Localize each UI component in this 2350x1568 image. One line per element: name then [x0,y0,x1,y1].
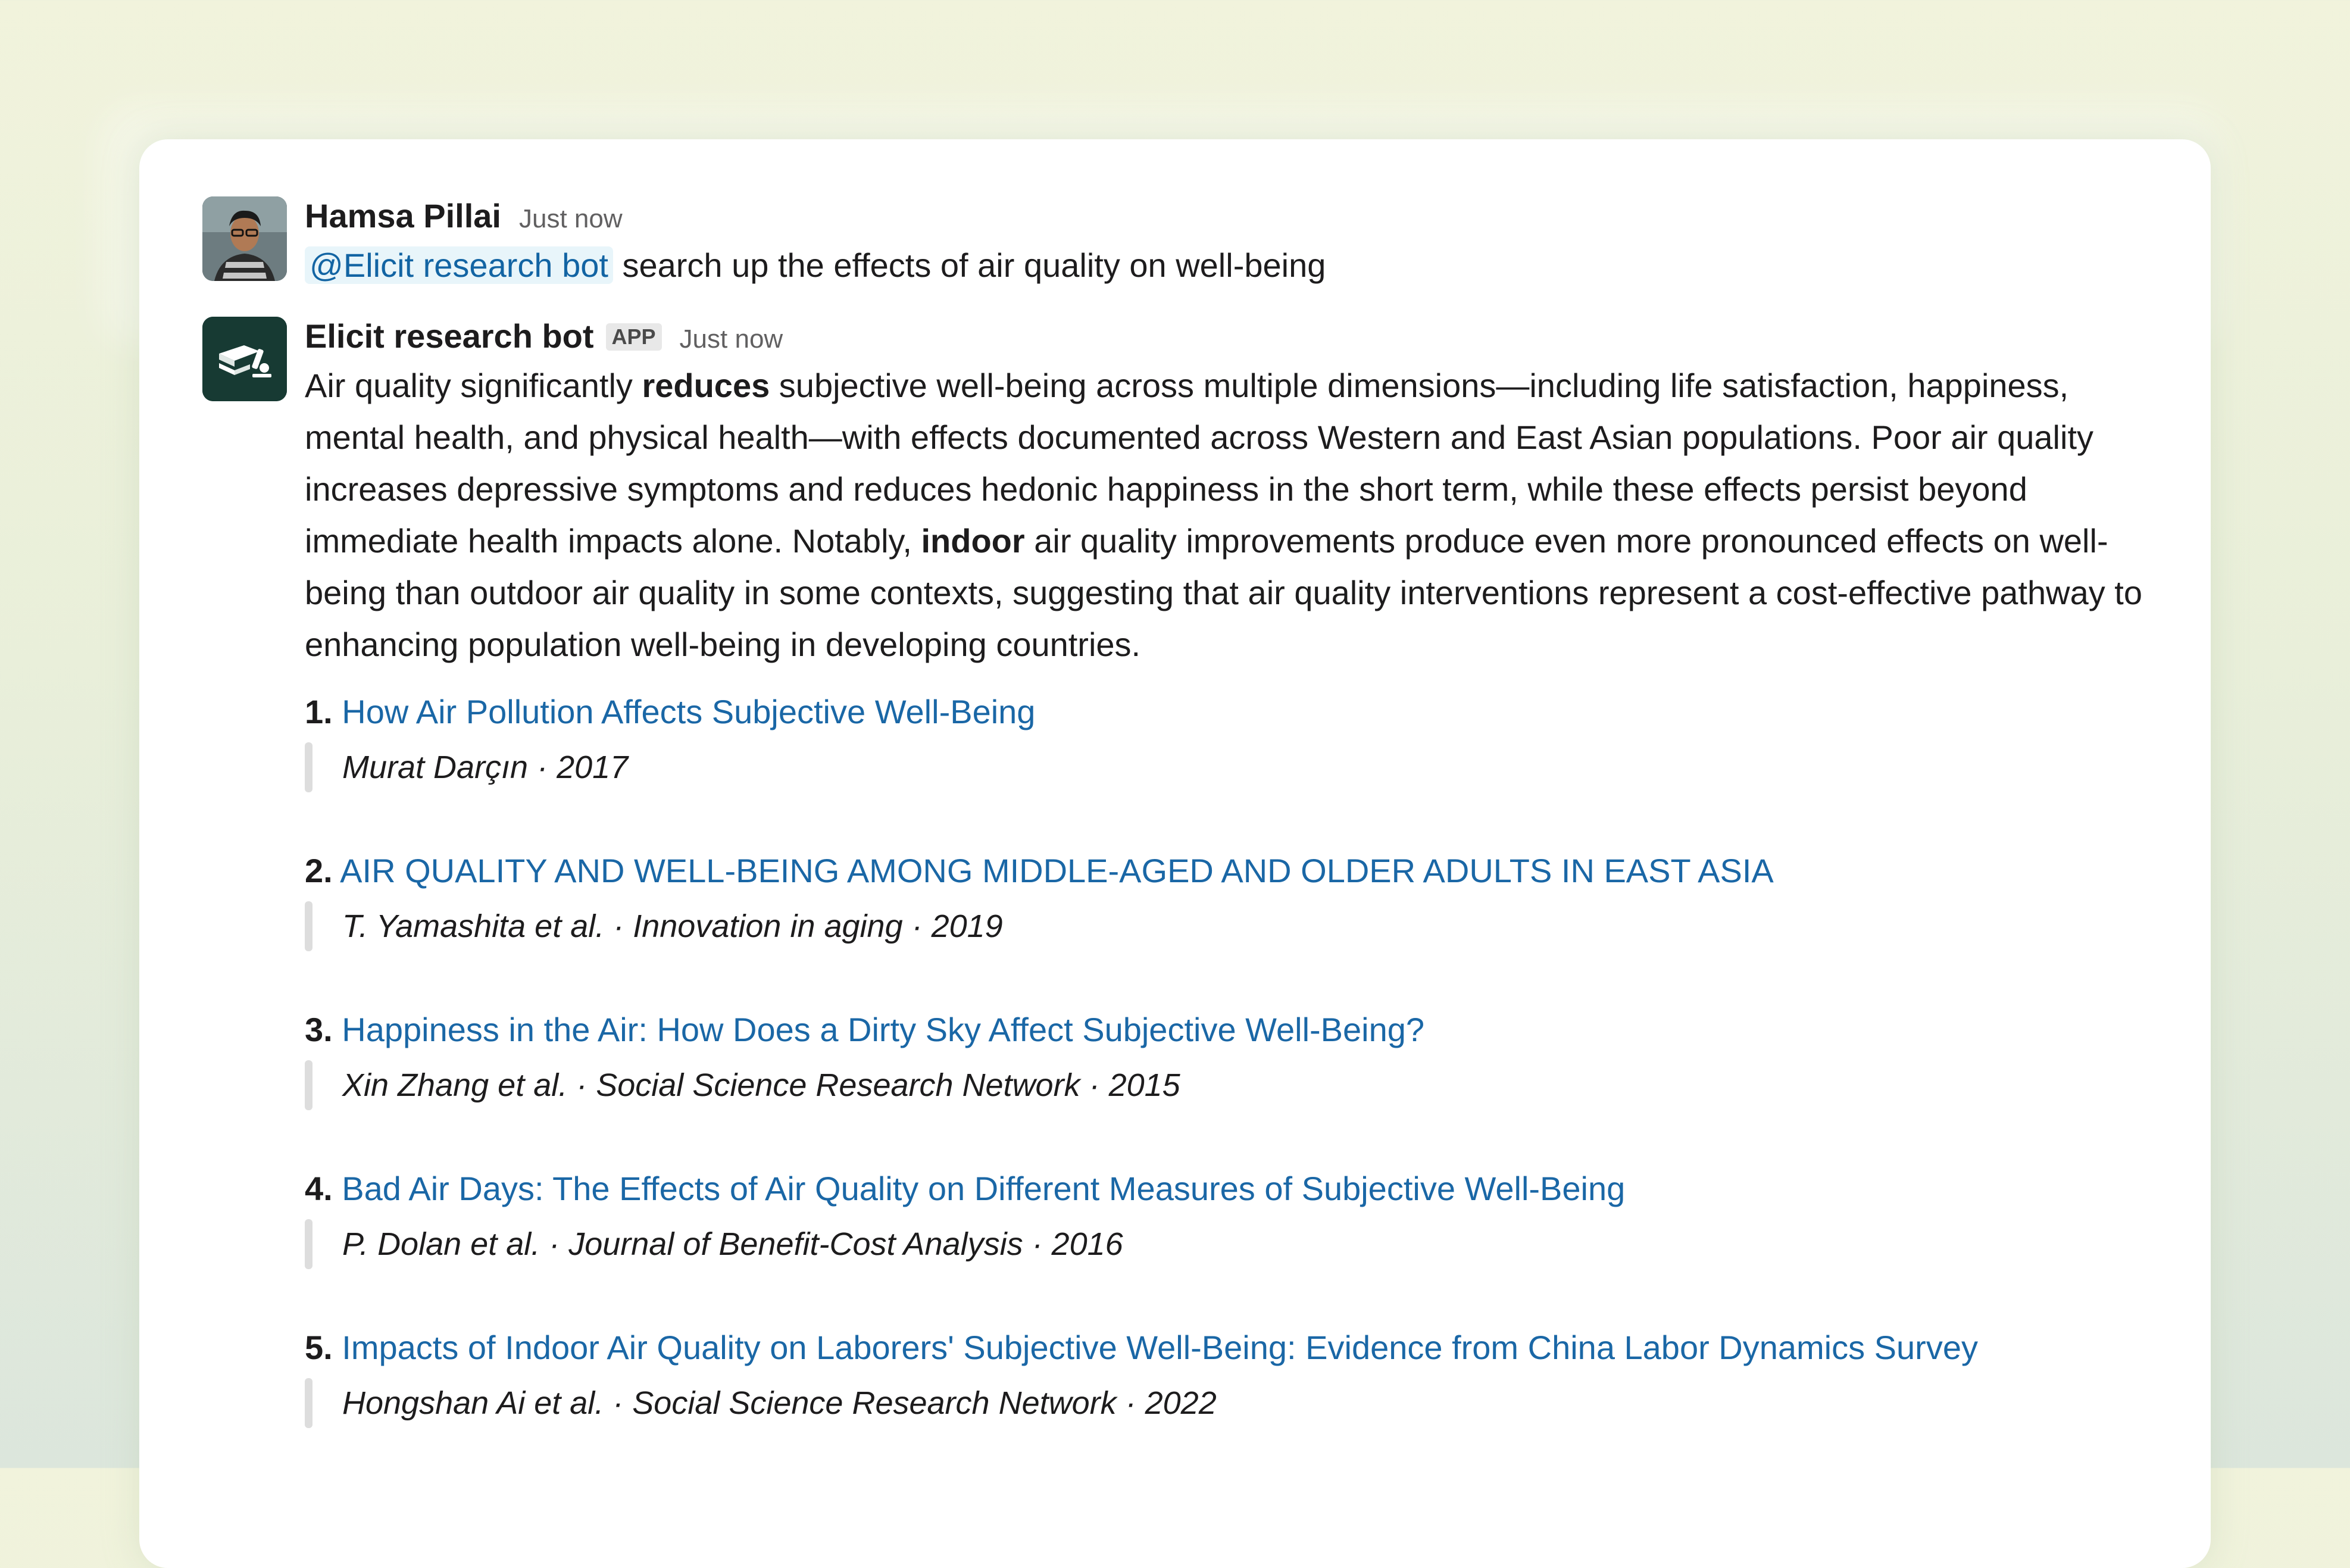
reference-meta [305,1058,2151,1112]
user-message-header [305,196,2151,239]
reference-meta [305,741,2151,794]
reference-meta-text: P. Dolan et al. · Journal of Benefit-Cost Analysis · 2016 [342,1226,1123,1262]
summary-part: subjective well-being across multiple dimensions—including life satisfaction, happiness, mental health, and physical health—with effects documented across Western and East Asian populations. Poor air quality increases depressive symptoms and reduces hedonic happiness in the short term, while these effects persist beyond immediate health impacts alone. Notably, [305,367,2093,560]
reference-meta-text: Hongshan Ai et al. · Social Science Research Network · 2022 [342,1385,1217,1421]
quote-bar [305,1060,312,1110]
reference-meta-text: Xin Zhang et al. · Social Science Research Network · 2015 [342,1067,1180,1103]
reference-link[interactable]: Bad Air Days: The Effects of Air Quality on Different Measures of Subjective Well-Being [342,1170,1626,1207]
reference-title-line [305,1001,2151,1058]
user-name[interactable]: Hamsa Pillai [305,197,501,235]
reference-link[interactable]: AIR QUALITY AND WELL-BEING AMONG MIDDLE-AGED AND OLDER ADULTS IN EAST ASIA [340,852,1774,889]
bot-message-body [305,317,2151,1478]
reference-item [305,683,2151,794]
reference-meta [305,899,2151,953]
reference-number: 1. [305,693,333,730]
reference-link[interactable]: How Air Pollution Affects Subjective Well-Being [342,693,1036,730]
reference-item [305,842,2151,953]
message-card [139,139,2211,1568]
bot-mention[interactable]: @Elicit research bot [305,246,613,284]
reference-title-line [305,683,2151,741]
reference-number: 4. [305,1170,333,1207]
bot-name[interactable]: Elicit research bot [305,317,594,355]
bot-message-header [305,317,2151,360]
quote-bar [305,901,312,951]
reference-title-line [305,842,2151,899]
user-message-text [305,239,2151,291]
reference-meta-text: Murat Darçın · 2017 [342,749,629,785]
summary-part: air quality improvements produce even more pronounced effects on well-being than outdoor air quality in some contexts, suggesting that air quality interventions represent a cost-effective pathway to enhancing population well-being in developing countries. [305,522,2142,663]
user-message-body [305,196,2151,291]
reference-item [305,1160,2151,1271]
reference-meta [305,1376,2151,1430]
reference-list [305,683,2151,1430]
bot-avatar[interactable] [202,317,287,401]
bot-timestamp[interactable]: Just now [679,324,783,354]
user-avatar[interactable] [202,196,287,281]
reference-meta-text: T. Yamashita et al. · Innovation in aging · 2019 [342,908,1003,944]
person-photo-icon [202,196,287,281]
reference-number: 2. [305,852,333,889]
user-message-content: search up the effects of air quality on well-being [612,246,1326,284]
quote-bar [305,1219,312,1269]
app-badge: APP [606,323,662,351]
reference-meta [305,1217,2151,1271]
reference-title-line [305,1319,2151,1376]
reference-number: 3. [305,1011,333,1048]
reference-number: 5. [305,1329,333,1366]
reference-link[interactable]: Happiness in the Air: How Does a Dirty Sky Affect Subjective Well-Being? [342,1011,1425,1048]
summary-part: Air quality significantly [305,367,642,404]
bot-summary [305,360,2151,670]
reference-link[interactable]: Impacts of Indoor Air Quality on Laborers' Subjective Well-Being: Evidence from China Labor Dynamics Survey [342,1329,1978,1366]
books-microscope-icon [202,317,287,401]
summary-bold-reduces: reduces [642,367,770,404]
summary-bold-indoor: indoor [921,522,1025,560]
quote-bar [305,1378,312,1428]
reference-item [305,1001,2151,1112]
reference-title-line [305,1160,2151,1217]
quote-bar [305,742,312,792]
user-timestamp[interactable]: Just now [518,204,623,233]
reference-item [305,1319,2151,1430]
